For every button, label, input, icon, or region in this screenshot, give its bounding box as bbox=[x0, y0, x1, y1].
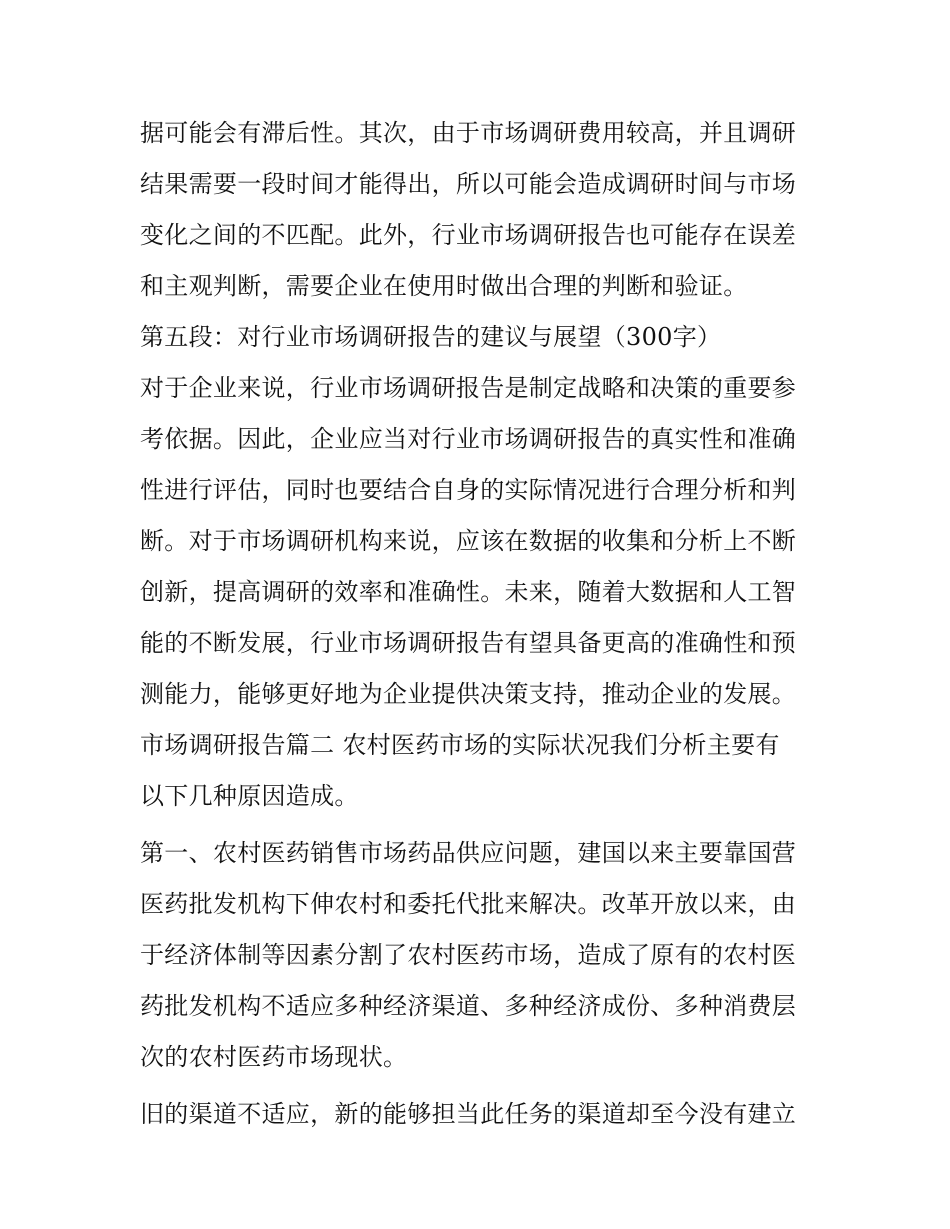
text-line: 测能力，能够更好地为企业提供决策支持，推动企业的发展。 bbox=[140, 680, 797, 708]
text-line: 考依据。因此，企业应当对行业市场调研报告的真实性和准确 bbox=[140, 425, 797, 453]
document-body bbox=[140, 108, 830, 1140]
section-heading: 第五段：对行业市场调研报告的建议与展望（300字） bbox=[140, 323, 722, 351]
text-line: 能的不断发展，行业市场调研报告有望具备更高的准确性和预 bbox=[140, 629, 797, 657]
text-line: 旧的渠道不适应，新的能够担当此任务的渠道却至今没有建立 bbox=[140, 1100, 797, 1128]
text-line: 断。对于市场调研机构来说，应该在数据的收集和分析上不断 bbox=[140, 527, 797, 555]
text-line: 于经济体制等因素分割了农村医药市场，造成了原有的农村医 bbox=[140, 941, 797, 969]
text-line: 据可能会有滞后性。其次，由于市场调研费用较高，并且调研 bbox=[140, 119, 797, 147]
text-line: 次的农村医药市场现状。 bbox=[140, 1043, 408, 1071]
text-line: 医药批发机构下伸农村和委托代批来解决。改革开放以来，由 bbox=[140, 890, 797, 918]
text-line: 药批发机构不适应多种经济渠道、多种经济成份、多种消费层 bbox=[140, 992, 797, 1020]
text-line: 以下几种原因造成。 bbox=[140, 782, 359, 810]
text-line: 变化之间的不匹配。此外，行业市场调研报告也可能存在误差 bbox=[140, 221, 797, 249]
text-line: 对于企业来说，行业市场调研报告是制定战略和决策的重要参 bbox=[140, 374, 797, 402]
text-line: 性进行评估，同时也要结合自身的实际情况进行合理分析和判 bbox=[140, 476, 797, 504]
text-line: 创新，提高调研的效率和准确性。未来，随着大数据和人工智 bbox=[140, 578, 797, 606]
text-line: 和主观判断，需要企业在使用时做出合理的判断和验证。 bbox=[140, 272, 748, 300]
text-line: 市场调研报告篇二 农村医药市场的实际状况我们分析主要有 bbox=[140, 731, 780, 759]
text-line: 结果需要一段时间才能得出，所以可能会造成调研时间与市场 bbox=[140, 170, 797, 198]
text-line: 第一、农村医药销售市场药品供应问题，建国以来主要靠国营 bbox=[140, 839, 797, 867]
